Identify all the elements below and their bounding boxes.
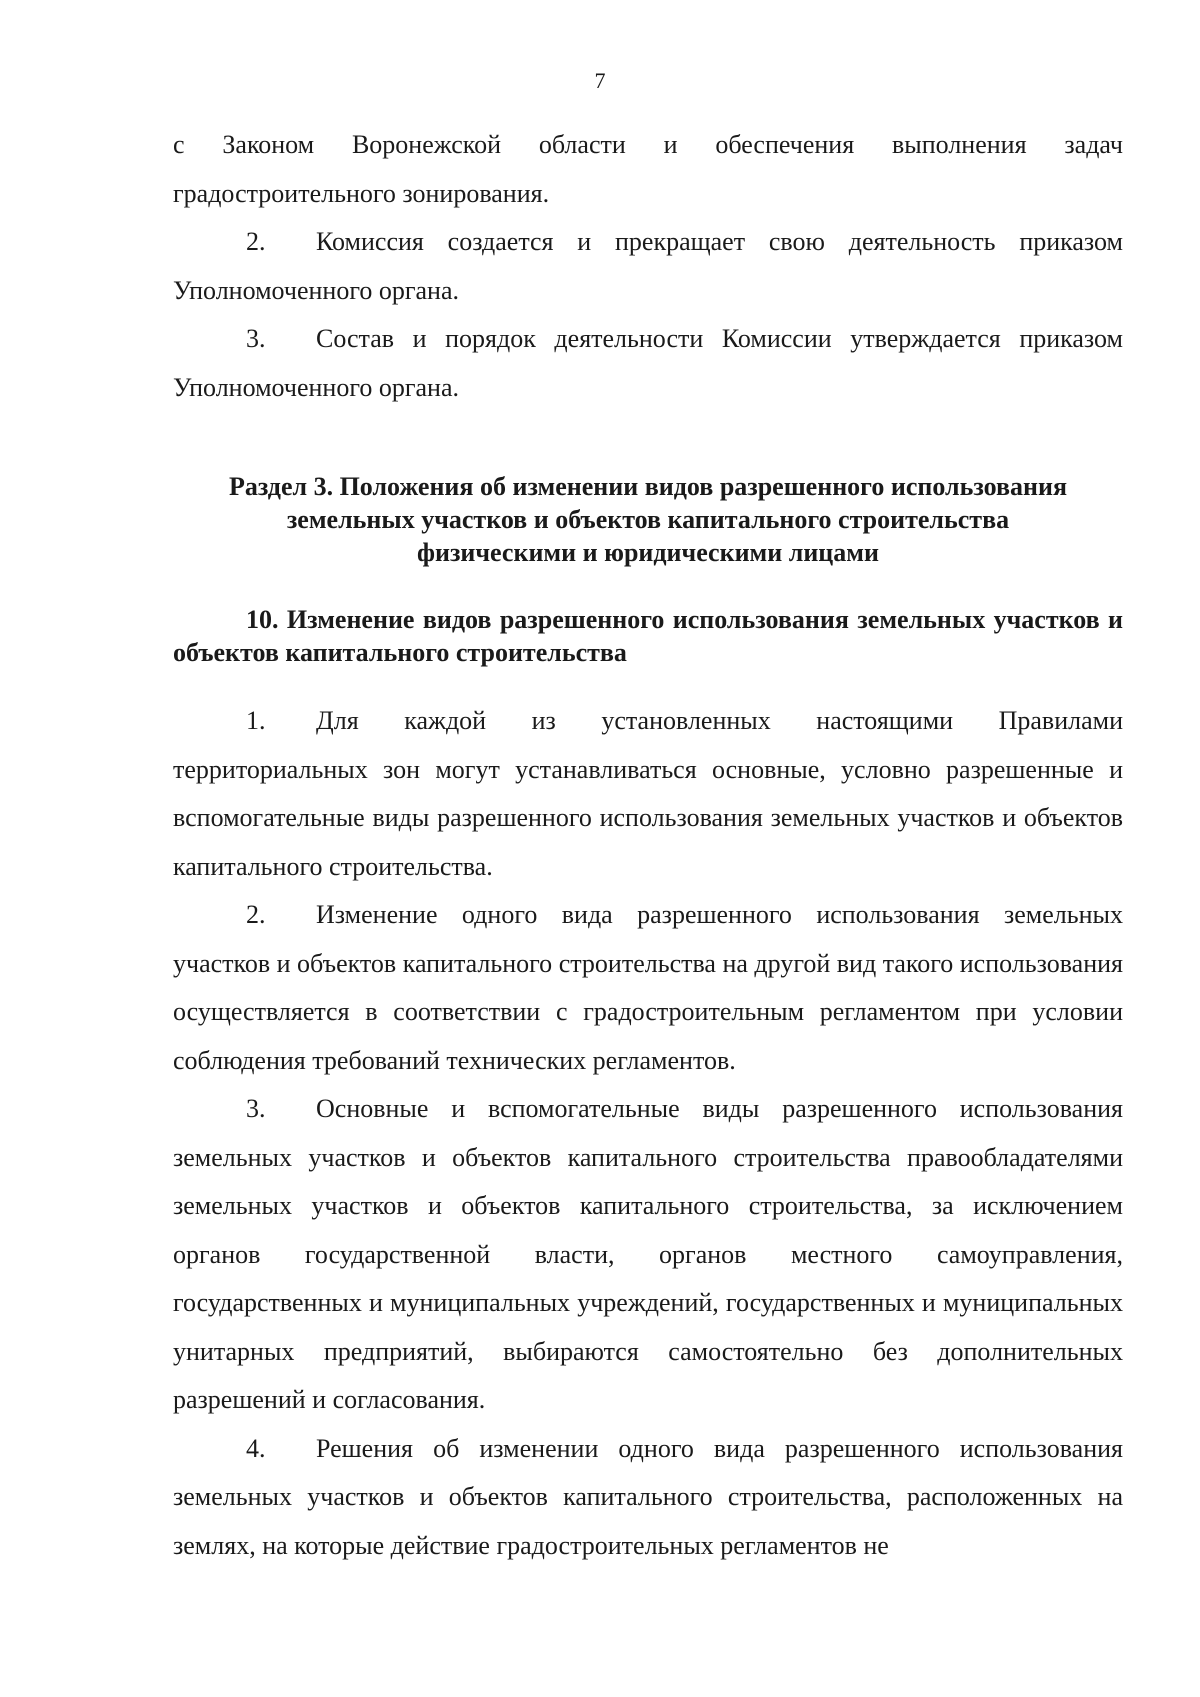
item-text: Состав и порядок деятельности Комиссии утверждается приказом Уполномоченного органа. [173,324,1123,402]
item-text: Изменение одного вида разрешенного использования земельных участков и объектов капитального строительства на другой вид такого использования осуществляется в соответствии с градостроительным регламентом при условии соблюдения требований технических регламентов. [173,900,1123,1075]
item-text: Основные и вспомогательные виды разрешенного использования земельных участков и объектов капитального строительства правообладателями земельных участков и объектов капитального строительства, за исключением органов государственной власти, органов местного самоуправления, государственных и муниципальных учреждений, государственных и муниципальных унитарных предприятий, выбираются самостоятельно без дополнительных разрешений и согласования. [173,1094,1123,1414]
item-number: 1. [246,706,266,735]
item-number: 2. [246,900,266,929]
article-item-1 [173,697,1123,891]
page-number: 7 [594,68,606,93]
section-title-line-1: Раздел 3. Положения об изменении видов разрешенного использования [228,472,1068,501]
item-text: Решения об изменении одного вида разрешенного использования земельных участков и объектов капитального строительства, расположенных на землях, на которые действие градостроительных регламентов не [173,1433,1123,1560]
article-item-4 [173,1425,1123,1571]
section-title [173,470,1123,569]
intro-item-2 [173,218,1123,315]
item-number: 3. [246,1094,266,1123]
section-title-line-3: физическими и юридическими лицами [417,538,879,567]
item-number: 4. [246,1433,266,1463]
article-item-2 [173,891,1123,1085]
item-number: 2. [246,227,266,256]
intro-item-3 [173,315,1123,412]
article-item-3 [173,1085,1123,1425]
item-number: 3. [246,324,266,353]
continuation-paragraph: с Законом Воронежской области и обеспечения выполнения задач градостроительного зонирования. [173,130,1123,208]
article-title: 10. Изменение видов разрешенного использования земельных участков и объектов капитального строительства [173,605,1123,667]
item-text: Для каждой из установленных настоящими Правилами территориальных зон могут устанавливаться основные, условно разрешенные и вспомогательные виды разрешенного использования земельных участков и объектов капитального строительства. [173,706,1123,881]
section-title-line-2: земельных участков и объектов капитального строительства [286,505,1010,534]
item-text: Комиссия создается и прекращает свою деятельность приказом Уполномоченного органа. [173,227,1123,305]
article-body [173,697,1123,1570]
intro-block [173,121,1123,412]
